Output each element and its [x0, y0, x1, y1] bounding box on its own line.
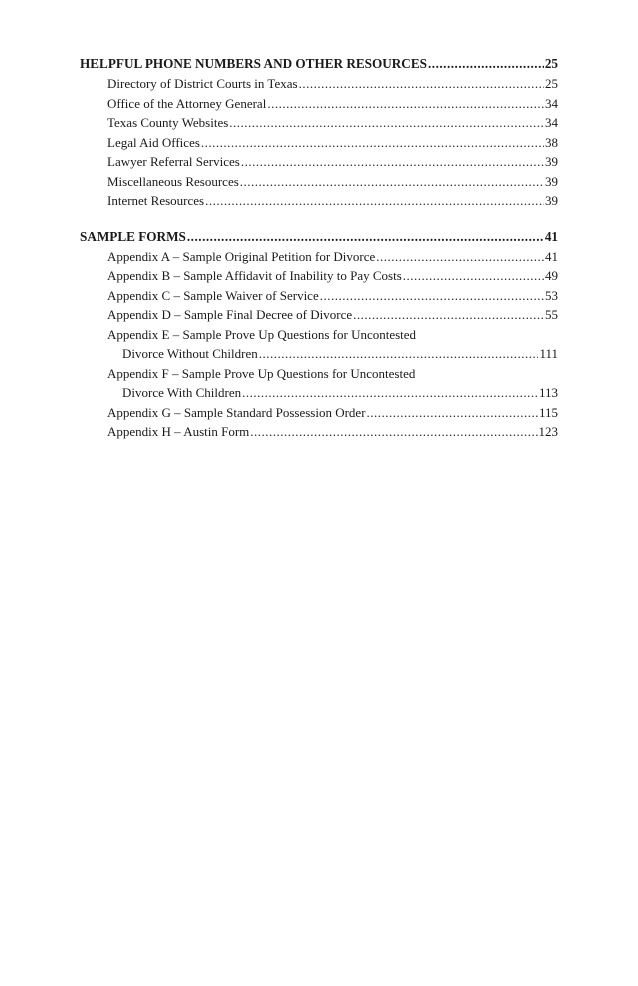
toc-entry[interactable]	[80, 152, 558, 172]
dot-leader	[240, 172, 544, 192]
toc-entry-page: 55	[545, 307, 558, 322]
toc-heading-title: HELPFUL PHONE NUMBERS AND OTHER RESOURCES	[80, 56, 427, 71]
toc-entry[interactable]	[80, 422, 558, 442]
dot-leader	[229, 113, 544, 133]
dot-leader	[267, 94, 544, 114]
toc-entry[interactable]	[80, 172, 558, 192]
toc-entry-page: 113	[538, 385, 558, 400]
toc-section-sample-forms	[80, 227, 558, 442]
toc-entry[interactable]	[80, 94, 558, 114]
dot-leader	[205, 191, 544, 211]
toc-entry[interactable]	[80, 247, 558, 267]
dot-leader	[201, 133, 544, 153]
toc-entry-page: 111	[539, 346, 558, 361]
dot-leader	[376, 247, 544, 267]
toc-entry-continuation: Divorce Without Children	[122, 346, 258, 361]
toc-entry[interactable]	[80, 113, 558, 133]
toc-entry-page: 34	[545, 95, 558, 111]
toc-entry-continuation: Divorce With Children	[122, 385, 242, 400]
dot-leader	[259, 344, 539, 364]
toc-entry-title: Appendix D – Sample Final Decree of Divorce	[107, 307, 353, 322]
toc-entry[interactable]	[80, 266, 558, 286]
toc-entry-page: 123	[538, 424, 558, 439]
toc-heading-page: 25	[544, 56, 558, 71]
dot-leader	[299, 74, 544, 94]
toc-entry-title: Internet Resources	[107, 193, 205, 208]
toc-entry[interactable]	[80, 74, 558, 94]
toc-entry-title: Texas County Websites	[107, 115, 229, 130]
toc-entry-title: Legal Aid Offices	[107, 134, 200, 150]
toc-entry[interactable]	[80, 403, 558, 423]
dot-leader	[320, 286, 544, 306]
toc-entry-title: Office of the Attorney General	[107, 95, 267, 111]
toc-entry-title: Appendix A – Sample Original Petition for Divorce	[107, 248, 376, 264]
dot-leader	[428, 54, 544, 74]
toc-entry-title: Appendix C – Sample Waiver of Service	[107, 287, 319, 303]
toc-entry-title: Miscellaneous Resources	[107, 173, 239, 189]
toc-section-resources	[80, 54, 558, 211]
toc-entry[interactable]	[80, 133, 558, 153]
dot-leader	[403, 266, 544, 286]
toc-entry-page: 38	[545, 134, 558, 150]
toc-heading-title: SAMPLE FORMS	[80, 228, 186, 244]
toc-entry-title: Appendix B – Sample Affidavit of Inability to Pay Costs	[107, 268, 402, 283]
toc-entry-page: 115	[538, 404, 558, 420]
toc-entry-first-line[interactable]: Appendix F – Sample Prove Up Questions for Uncontested	[107, 365, 416, 381]
toc-entry-title: Directory of District Courts in Texas	[107, 76, 298, 91]
toc-entry-page: 39	[545, 154, 558, 169]
toc-entry[interactable]	[80, 305, 558, 325]
toc-entry-page: 41	[545, 248, 558, 264]
dot-leader	[367, 403, 538, 423]
toc-entry-first-line[interactable]: Appendix E – Sample Prove Up Questions for Uncontested	[107, 326, 417, 342]
toc-entry-page: 49	[545, 268, 558, 283]
toc-heading[interactable]	[80, 54, 558, 74]
toc-entry-page: 39	[545, 193, 558, 208]
toc-entry-page: 53	[545, 287, 558, 303]
dot-leader	[241, 152, 544, 172]
toc-entry-page: 39	[545, 173, 558, 189]
toc-heading-page: 41	[544, 228, 558, 244]
toc-entry-title: Lawyer Referral Services	[107, 154, 240, 169]
toc-entry[interactable]	[80, 286, 558, 306]
toc-entry-page: 34	[545, 115, 558, 130]
dot-leader	[250, 422, 537, 442]
toc-entry[interactable]	[80, 191, 558, 211]
toc-entry-title: Appendix G – Sample Standard Possession Order	[107, 404, 366, 420]
toc-entry-page: 25	[545, 76, 558, 91]
toc-heading[interactable]	[80, 227, 558, 247]
table-of-contents	[80, 54, 558, 442]
dot-leader	[242, 383, 538, 403]
toc-entry-title: Appendix H – Austin Form	[107, 424, 250, 439]
dot-leader	[187, 227, 544, 247]
dot-leader	[353, 305, 544, 325]
toc-entry[interactable]	[80, 383, 558, 403]
toc-entry[interactable]	[80, 344, 558, 364]
